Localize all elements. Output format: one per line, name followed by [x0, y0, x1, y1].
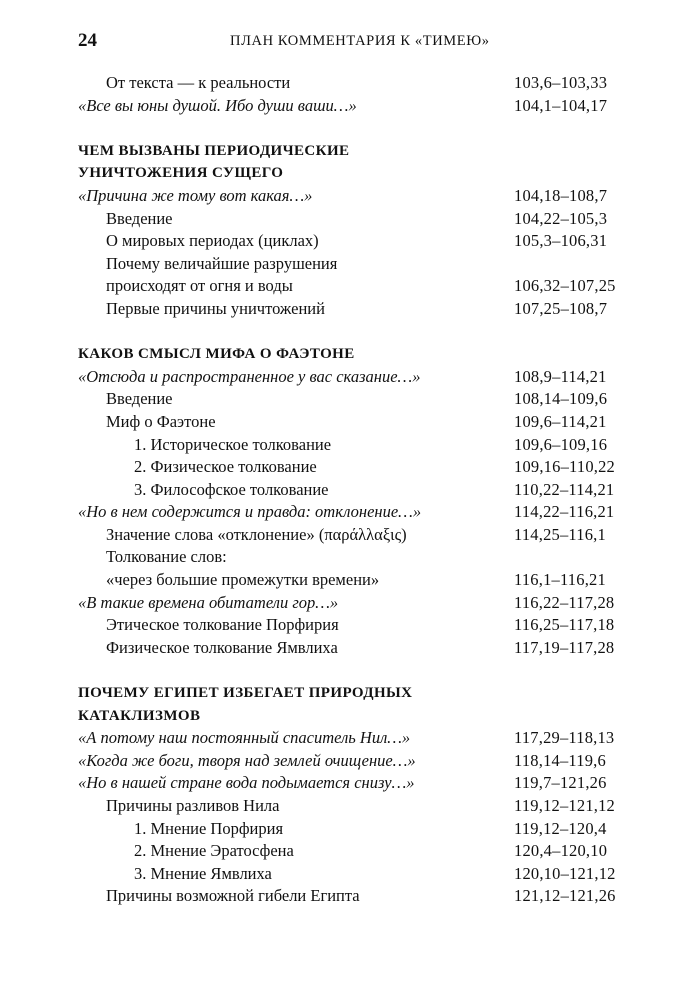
section-heading: [78, 682, 618, 705]
toc-entry: [78, 614, 618, 637]
toc-entry-title: Причины разливов Нила: [106, 796, 280, 815]
section-gap: [78, 321, 618, 344]
toc-entry-reference: 108,14–109,6: [514, 389, 608, 409]
toc-entry-reference: 114,25–116,1: [514, 524, 606, 544]
toc-entry-reference: 118,14–119,6: [514, 750, 606, 770]
toc-entry-title: ЧЕМ ВЫЗВАНЫ ПЕРИОДИЧЕСКИЕ: [78, 142, 350, 159]
toc-entry-title: «Но в нашей стране вода подымается снизу…»: [78, 773, 415, 793]
toc-entry-title: Введение: [106, 208, 173, 228]
toc-entry-title: Почему величайшие разрушения: [106, 253, 338, 273]
toc-entry: [78, 95, 618, 118]
toc-entry-title: УНИЧТОЖЕНИЯ СУЩЕГО: [78, 165, 284, 182]
toc-entry-title: «А потому наш постоянный спаситель Нил…»: [78, 728, 411, 748]
toc-entry: [78, 253, 618, 276]
toc-entry-title: Этическое толкование Порфирия: [106, 615, 339, 635]
table-of-contents: [78, 72, 618, 908]
section-gap: [78, 117, 618, 140]
toc-entry-reference: 104,22–105,3: [514, 208, 608, 228]
toc-entry-reference: 109,6–114,21: [514, 411, 607, 431]
page-number: 24: [78, 30, 97, 51]
toc-entry-title: 2. Мнение Эратосфена: [134, 841, 294, 861]
toc-entry: [78, 72, 618, 95]
toc-entry-reference: 109,16–110,22: [514, 457, 615, 477]
section-gap: [78, 659, 618, 682]
toc-entry-reference: 121,12–121,26: [514, 886, 616, 906]
toc-entry-title: «Но в нем содержится и правда: отклонение…»: [78, 502, 422, 522]
toc-entry: [78, 637, 618, 660]
section-heading: [78, 343, 618, 366]
toc-entry: [78, 727, 618, 750]
toc-entry-title: Введение: [106, 389, 173, 409]
toc-entry: [78, 230, 618, 253]
toc-entry: [78, 275, 618, 298]
toc-entry-reference: 103,6–103,33: [514, 73, 608, 92]
page-header: [78, 30, 617, 52]
toc-entry-title: «Когда же боги, творя над землей очищение…»: [78, 750, 416, 770]
toc-entry: [78, 298, 618, 321]
toc-entry: [78, 863, 618, 886]
toc-entry: [78, 501, 618, 524]
toc-entry: [78, 569, 618, 592]
toc-entry-title: От текста — к реальности: [106, 73, 291, 92]
running-title: ПЛАН КОММЕНТАРИЯ К «ТИМЕЮ»: [230, 33, 490, 49]
toc-entry: [78, 208, 618, 231]
toc-entry-reference: 110,22–114,21: [514, 479, 615, 499]
toc-entry-title: 1. Мнение Порфирия: [134, 818, 284, 838]
toc-entry-reference: 107,25–108,7: [514, 298, 608, 318]
toc-entry-reference: 120,4–120,10: [514, 841, 608, 861]
toc-entry: [78, 840, 618, 863]
toc-entry-title: Физическое толкование Ямвлиха: [106, 637, 338, 657]
toc-entry-title: КАКОВ СМЫСЛ МИФА О ФАЭТОНЕ: [78, 346, 355, 363]
toc-entry-reference: 114,22–116,21: [514, 502, 615, 522]
toc-entry-title: «Отсюда и распространенное у вас сказание…»: [78, 366, 421, 386]
toc-entry: [78, 546, 618, 569]
toc-entry: [78, 185, 618, 208]
toc-entry-title: Значение слова «отклонение» (παράλλαξις): [106, 524, 407, 544]
toc-entry: [78, 772, 618, 795]
toc-entry-title: Первые причины уничтожений: [106, 298, 325, 318]
toc-entry-reference: 117,29–118,13: [514, 728, 615, 748]
toc-entry-reference: 117,19–117,28: [514, 637, 615, 657]
toc-entry-title: «Причина же тому вот какая…»: [78, 185, 313, 205]
toc-entry: [78, 750, 618, 773]
toc-entry: [78, 592, 618, 615]
toc-entry-title: КАТАКЛИЗМОВ: [78, 707, 201, 724]
toc-entry-title: 3. Философское толкование: [134, 479, 329, 499]
toc-entry-title: 2. Физическое толкование: [134, 457, 317, 477]
toc-entry: [78, 524, 618, 547]
toc-entry: [78, 411, 618, 434]
toc-entry-title: «В такие времена обитатели гор…»: [78, 592, 339, 612]
toc-entry-reference: 120,10–121,12: [514, 863, 616, 883]
toc-entry-reference: 119,7–121,26: [514, 773, 607, 793]
toc-entry-reference: 116,1–116,21: [514, 570, 606, 590]
toc-entry-reference: 106,32–107,25: [514, 276, 616, 296]
section-heading: [78, 140, 618, 163]
toc-entry-title: 3. Мнение Ямвлиха: [134, 863, 272, 883]
toc-entry: [78, 479, 618, 502]
toc-entry-reference: 105,3–106,31: [514, 231, 608, 251]
toc-entry-reference: 116,25–117,18: [514, 615, 615, 635]
section-heading: [78, 162, 618, 185]
toc-entry-title: О мировых периодах (циклах): [106, 231, 319, 251]
toc-entry-title: Миф о Фаэтоне: [106, 411, 216, 431]
toc-entry-reference: 119,12–120,4: [514, 818, 607, 838]
toc-entry-title: происходят от огня и воды: [106, 276, 293, 296]
toc-entry-reference: 109,6–109,16: [514, 434, 608, 454]
toc-entry-title: «через большие промежутки времени»: [106, 570, 380, 590]
toc-entry-title: Причины возможной гибели Египта: [106, 886, 360, 906]
toc-entry: [78, 434, 618, 457]
toc-entry-reference: 104,1–104,17: [514, 95, 608, 115]
toc-entry: [78, 388, 618, 411]
toc-entry-reference: 119,12–121,12: [514, 796, 615, 815]
toc-entry-title: «Все вы юны душой. Ибо души ваши…»: [78, 95, 357, 115]
toc-entry-title: 1. Историческое толкование: [134, 434, 332, 454]
toc-entry: [78, 795, 618, 818]
toc-entry: [78, 366, 618, 389]
toc-entry-title: Толкование слов:: [106, 547, 227, 567]
toc-entry-reference: 108,9–114,21: [514, 366, 607, 386]
toc-entry-title: ПОЧЕМУ ЕГИПЕТ ИЗБЕГАЕТ ПРИРОДНЫХ: [78, 685, 413, 702]
toc-entry-reference: 104,18–108,7: [514, 185, 608, 205]
section-heading: [78, 705, 618, 728]
toc-entry: [78, 885, 618, 908]
toc-entry: [78, 818, 618, 841]
toc-entry-reference: 116,22–117,28: [514, 592, 615, 612]
toc-entry: [78, 456, 618, 479]
